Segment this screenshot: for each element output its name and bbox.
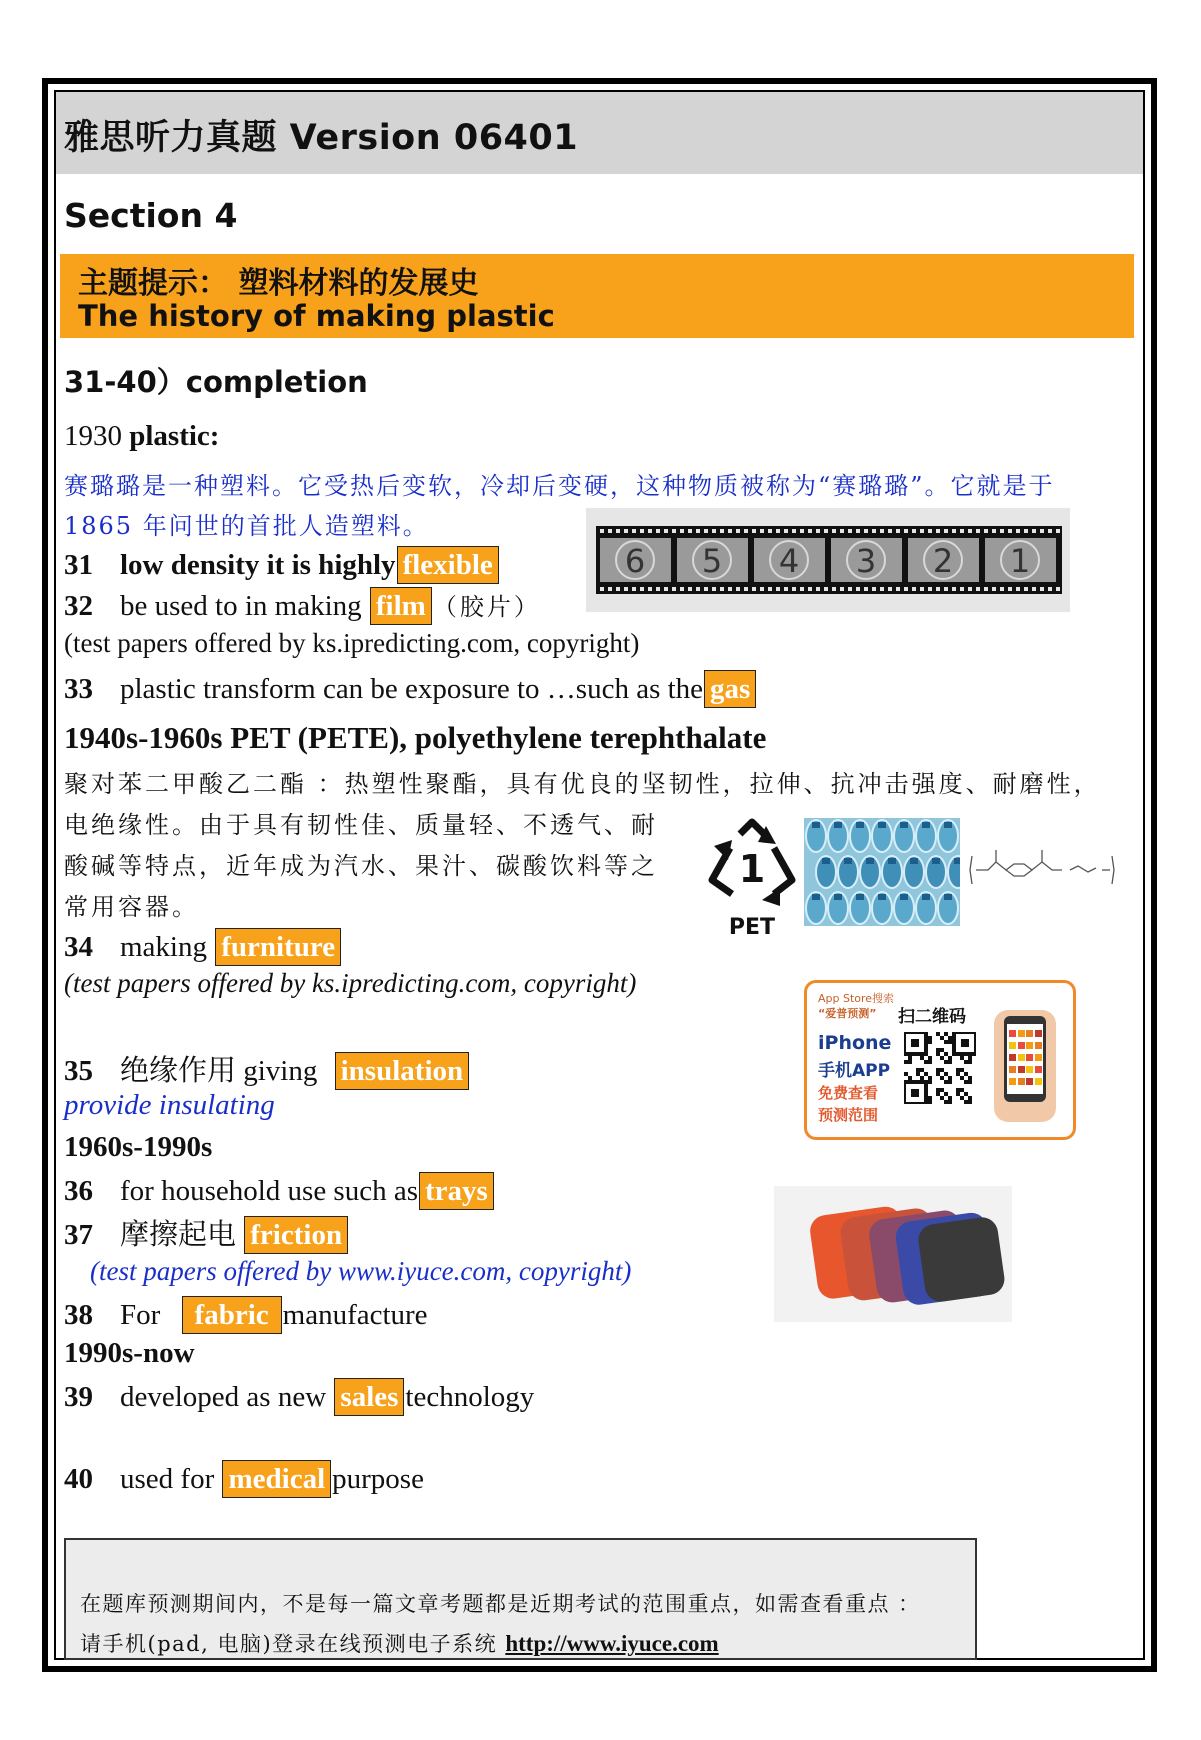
ad-store-text: App Store搜索 [818,992,895,1005]
copyright-note-1: (test papers offered by ks.ipredicting.com, copyright) [64,628,640,658]
ad-search-text: “爱普预测” [818,1007,877,1020]
question-32: 32 be used to in making film （胶片） [64,587,541,625]
question-33: 33 plastic transform can be exposure to …such as the gas [64,670,757,708]
era-1930-note-1: 赛璐璐是一种塑料。它受热后变软，冷却后变硬，这种物质被称为“赛璐璐”。它就是于 [64,472,1055,500]
answer-31: flexible [397,546,499,584]
page-title: 雅思听力真题 Version 06401 [64,118,579,158]
answer-39: sales [334,1378,404,1416]
question-40: 40 used for medical purpose [64,1460,424,1498]
answer-35: insulation [335,1052,470,1090]
era-1990-heading: 1990s-now [64,1337,195,1369]
era-1940-note-1: 聚对苯二甲酸乙二酯 ：热塑性聚酯，具有优良的坚韧性，拉伸、抗冲击强度、耐磨性， [64,770,1101,798]
app-promo-banner [804,980,1076,1140]
answer-32: film [370,587,432,625]
film-countdown-image [586,508,1070,612]
film-frame-number: 3 [855,542,877,580]
question-34: 34 making furniture [64,928,342,966]
era-1940-note-4: 常用容器。 [64,893,199,921]
era-1960-heading: 1960s-1990s [64,1131,213,1163]
question-39: 39 developed as new sales technology [64,1378,534,1416]
pet-recycle-icon [704,816,800,940]
film-frame-number: 2 [932,542,954,580]
era-1940-heading: 1940s-1960s PET (PETE), polyethylene terephthalate [64,720,767,755]
film-frame-number: 4 [778,542,800,580]
answer-33: gas [704,670,756,708]
answer-34: furniture [215,928,341,966]
footer-line-1: 在题库预测期间内，不是每一篇文章考题都是近期考试的范围重点，如需查看重点 ： [80,1592,921,1616]
era-1940-note-2: 电绝缘性。由于具有韧性佳、质量轻、不透气、耐 [64,811,658,839]
pet-number: 1 [738,847,766,891]
plastic-bottles-photo [804,818,960,926]
answer-40: medical [222,1460,331,1498]
question-35-note: provide insulating [64,1089,275,1121]
question-37: 37 摩擦起电 friction [64,1212,349,1254]
answer-37: friction [244,1216,348,1254]
era-1930-heading: 1930 plastic: [64,420,220,452]
pet-chemical-structure [966,842,1122,898]
pet-label: PET [728,915,776,940]
question-31: 31 low density it is highly flexible [64,546,500,584]
film-frame-number: 6 [624,542,646,580]
question-38: 38 For fabric manufacture [64,1296,428,1334]
question-35: 35 绝缘作用 giving insulation [64,1048,470,1090]
question-36: 36 for household use such as trays [64,1172,495,1210]
question-range: 31-40）completion [64,365,368,399]
answer-38: fabric [182,1296,282,1334]
footer-url-link[interactable]: http://www.iyuce.com [505,1631,719,1656]
section-heading: Section 4 [64,196,238,235]
era-1930-note-2: 1865 年问世的首批人造塑料。 [64,512,429,540]
qr-code-icon[interactable] [904,1032,976,1104]
ad-iphone-text: iPhone [818,1032,892,1054]
copyright-note-2: (test papers offered by ks.ipredicting.com, copyright) [64,968,637,998]
ad-app-text: 手机APP [818,1061,891,1081]
copyright-note-3: (test papers offered by www.iyuce.com, copyright) [90,1256,632,1286]
topic-cn: 主题提示： 塑料材料的发展史 [78,266,479,301]
film-frame-number: 5 [701,542,723,580]
answer-36: trays [419,1172,494,1210]
era-1940-note-3: 酸碱等特点，近年成为汽水、果汁、碳酸饮料等之 [64,852,658,880]
footer-line-2: 请手机(pad, 电脑)登录在线预测电子系统 http://www.iyuce.com [80,1631,719,1656]
ad-range-text: 预测范围 [818,1106,879,1124]
ad-free-text: 免费查看 [818,1084,879,1102]
plastic-trays-photo [774,1186,1012,1322]
ad-scan-text: 扫二维码 [898,1007,966,1027]
topic-en: The history of making plastic [78,299,555,333]
film-frame-number: 1 [1009,542,1031,580]
hand-phone-image [994,1010,1056,1122]
